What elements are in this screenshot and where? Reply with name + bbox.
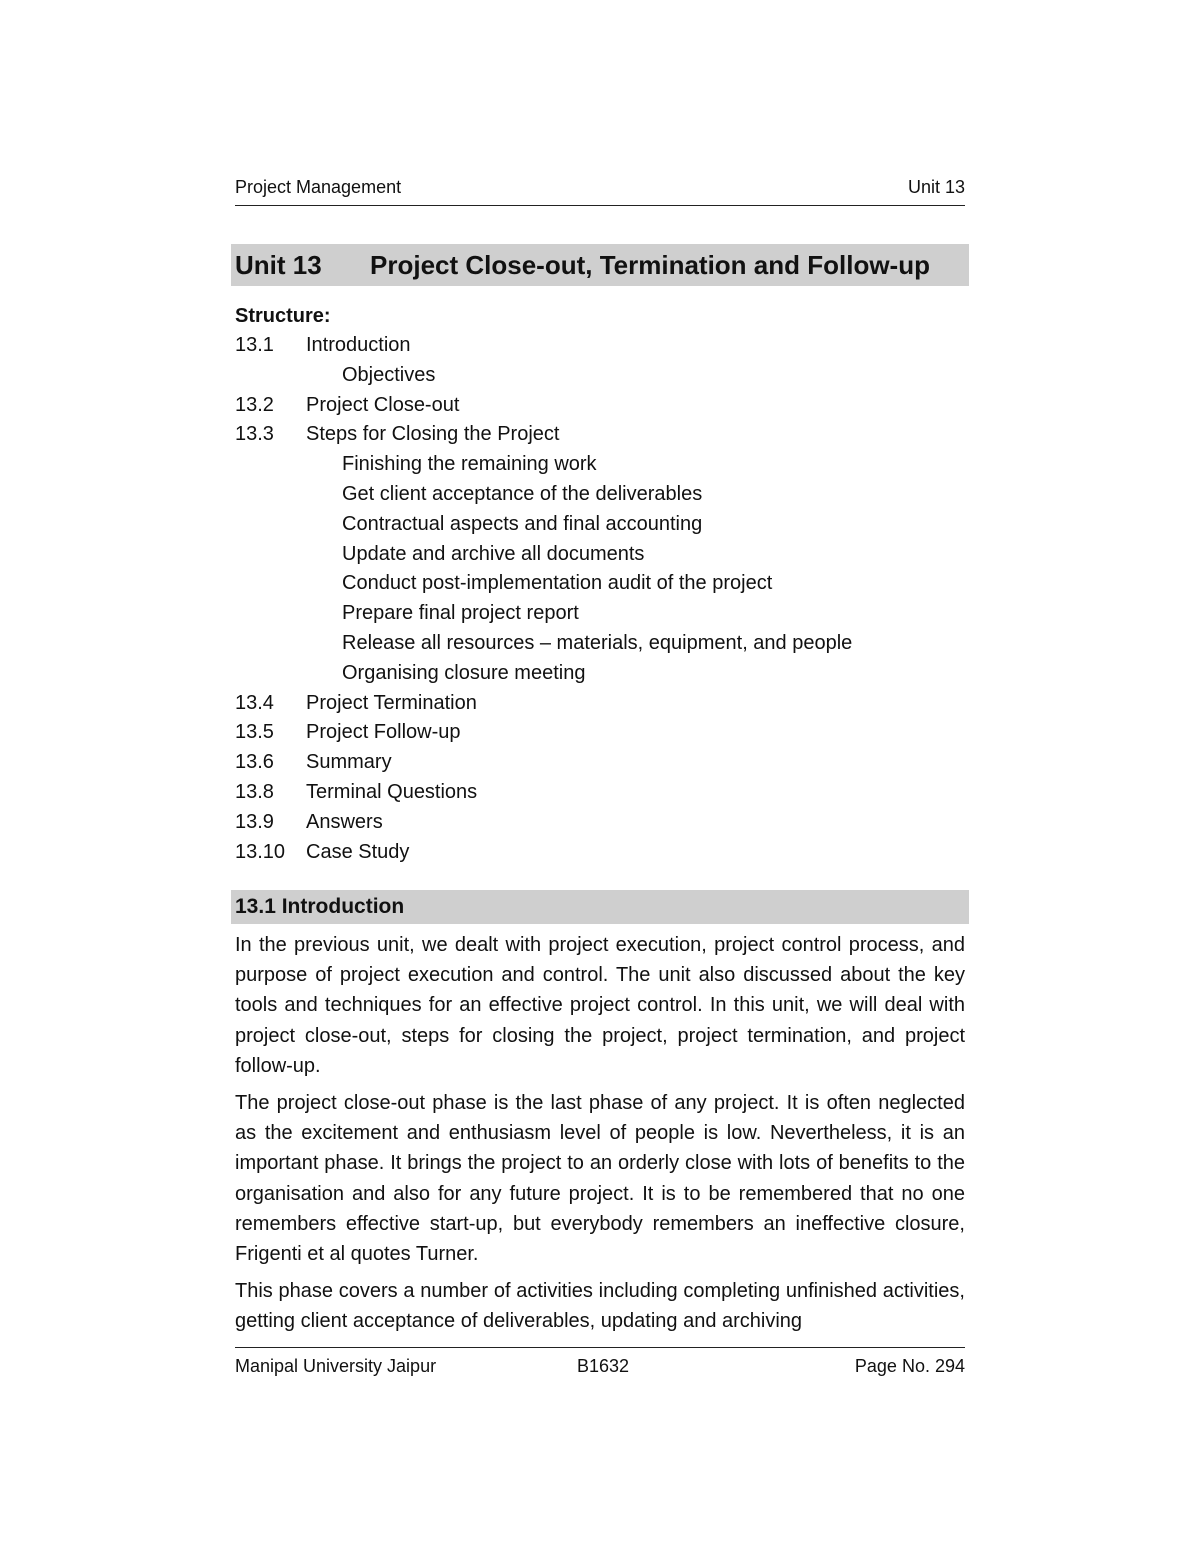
toc-subitem — [235, 629, 965, 659]
toc-text: Release all resources – materials, equipment, and people — [342, 631, 853, 654]
paragraph: This phase covers a number of activities including completing unfinished activities, getting client acceptance of deliverables, updating and archiving — [235, 1280, 965, 1333]
toc-text: Introduction — [306, 334, 411, 356]
section-heading-text: 13.1 Introduction — [235, 895, 405, 918]
toc-item — [235, 391, 965, 421]
toc-subitem — [235, 569, 965, 599]
toc-text: Case Study — [306, 840, 410, 863]
unit-title: Project Close-out, Termination and Follow-up — [370, 250, 930, 280]
toc-text: Project Close-out — [306, 393, 460, 416]
toc-text: Answers — [306, 810, 383, 833]
unit-heading — [231, 244, 969, 286]
toc-text: Update and archive all documents — [342, 542, 645, 565]
toc-number: 13.8 — [235, 780, 274, 803]
toc-text: Project Termination — [306, 691, 477, 714]
toc-item — [235, 331, 965, 361]
toc-item — [235, 838, 965, 868]
toc-number: 13.5 — [235, 721, 274, 744]
toc-item — [235, 808, 965, 838]
toc-item — [235, 718, 965, 748]
toc-text: Organising closure meeting — [342, 661, 586, 684]
toc-item — [235, 778, 965, 808]
toc-subitem — [235, 361, 965, 391]
page-header — [235, 177, 965, 206]
toc-item — [235, 689, 965, 719]
toc-text: Terminal Questions — [306, 780, 478, 803]
section-heading — [231, 890, 969, 924]
footer-page-number: Page No. 294 — [854, 1356, 965, 1376]
toc-text: Conduct post-implementation audit of the project — [342, 572, 773, 595]
toc-subitem — [235, 599, 965, 629]
toc-number: 13.2 — [235, 393, 274, 416]
paragraph: The project close-out phase is the last phase of any project. It is often neglected as the excitement and enthusiasm level of people is low. Nevertheless, it is an important phase. It brings the project to an orderly close with lots of benefits to the organisation and also for any future project. It is to be remembered that no one remembers effective start-up, but everybody remembers an ineffective closure, Frigenti et al quotes Turner. — [235, 1092, 965, 1266]
toc-text: Get client acceptance of the deliverables — [342, 482, 703, 505]
toc-text: Objectives — [342, 363, 436, 386]
toc-number: 13.10 — [235, 840, 286, 863]
toc-text: Steps for Closing the Project — [306, 423, 560, 446]
toc-text: Summary — [306, 751, 392, 774]
header-unit-label: Unit 13 — [907, 177, 965, 197]
toc-number: 13.6 — [235, 751, 274, 774]
section-body — [235, 930, 965, 1344]
unit-number: Unit 13 — [235, 250, 322, 280]
toc-number: 13.1 — [235, 334, 274, 356]
toc-item — [235, 420, 965, 450]
structure-label: Structure: — [235, 305, 331, 327]
structure-toc — [235, 301, 965, 867]
toc-number: 13.9 — [235, 810, 274, 833]
footer-institution: Manipal University Jaipur — [235, 1356, 437, 1376]
footer-code: B1632 — [577, 1356, 630, 1376]
header-course-title: Project Management — [235, 177, 402, 197]
toc-subitem — [235, 540, 965, 570]
toc-text: Finishing the remaining work — [342, 453, 597, 476]
toc-number: 13.3 — [235, 423, 274, 446]
toc-text: Project Follow-up — [306, 721, 461, 744]
toc-number: 13.4 — [235, 691, 274, 714]
toc-subitem — [235, 450, 965, 480]
toc-item — [235, 748, 965, 778]
toc-text: Prepare final project report — [342, 602, 579, 625]
toc-subitem — [235, 510, 965, 540]
paragraph: In the previous unit, we dealt with project execution, project control process, and purpose of project execution and control. The unit also discussed about the key tools and techniques for an effective project control. In this unit, we will deal with project close-out, steps for closing the project, project termination, and project follow-up. — [235, 934, 965, 1077]
toc-subitem — [235, 659, 965, 689]
page-footer — [235, 1347, 965, 1382]
toc-subitem — [235, 480, 965, 510]
toc-text: Contractual aspects and final accounting — [342, 512, 703, 535]
